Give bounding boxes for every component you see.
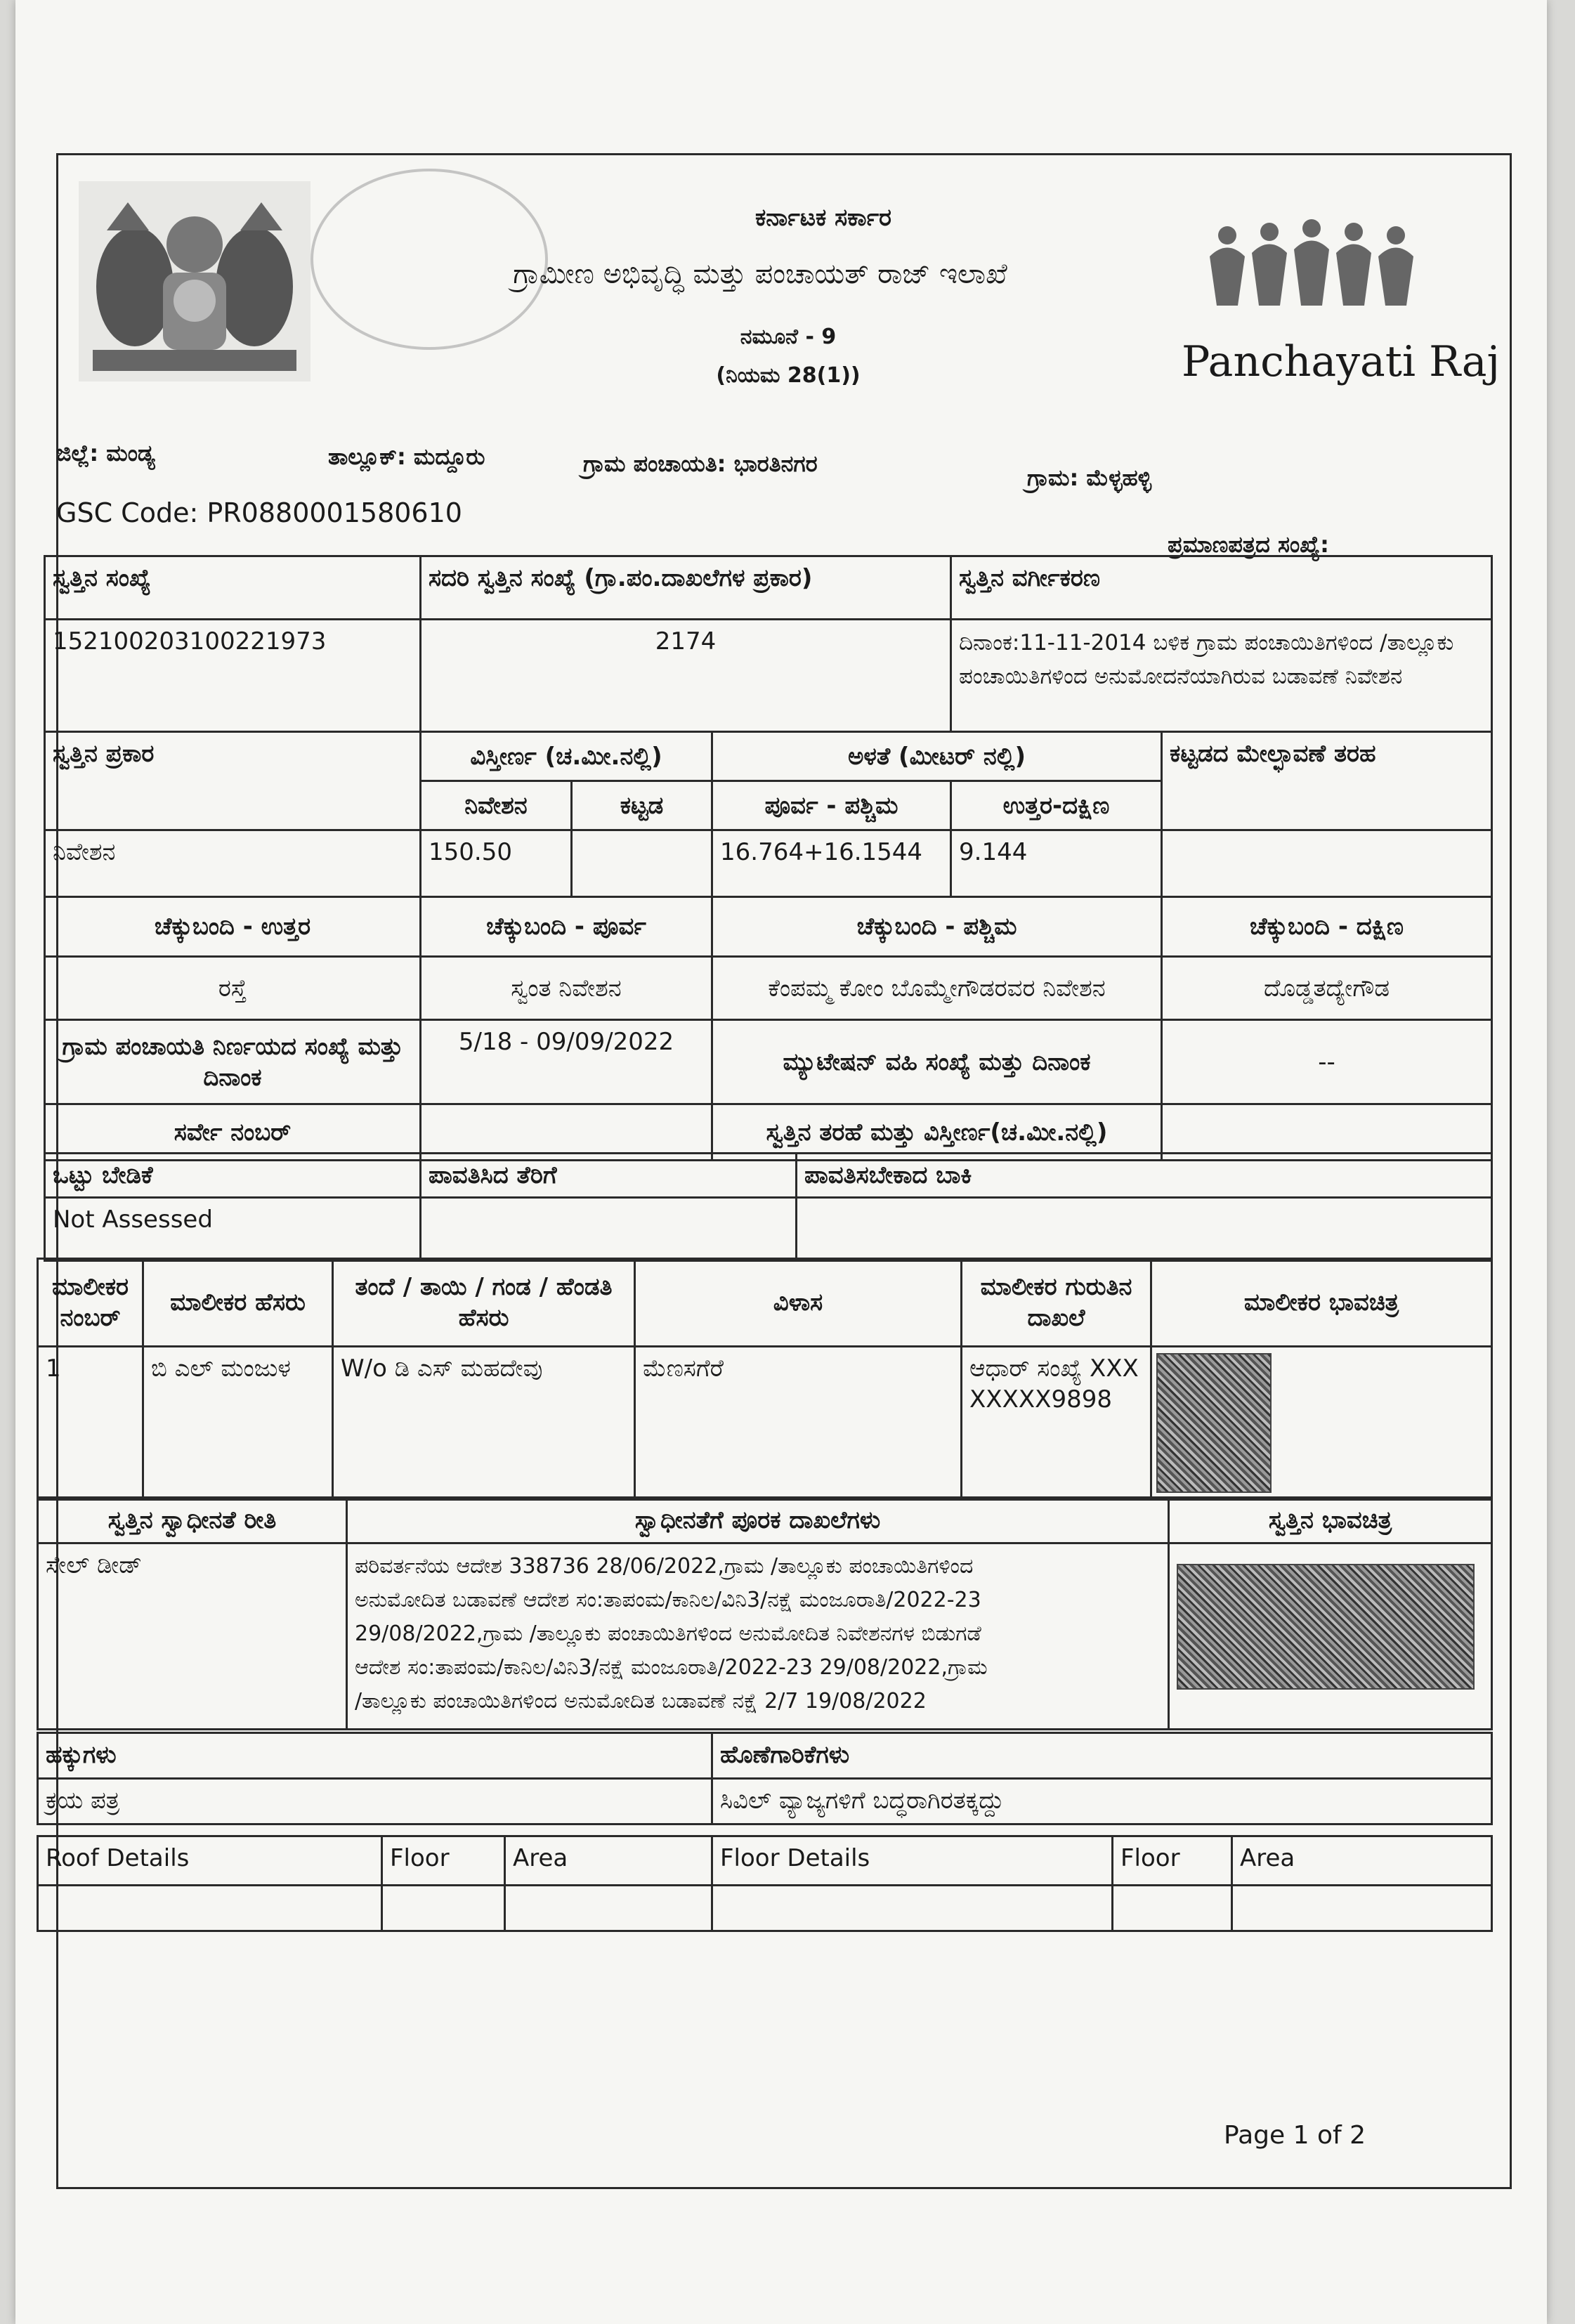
- roof-type-value: [1162, 830, 1492, 897]
- gsc-code: GSC Code: PR0880001580610: [56, 497, 462, 528]
- floor-area-value: [1232, 1886, 1492, 1931]
- boundary-north-value: ರಸ್ತೆ: [45, 957, 421, 1020]
- floor-floor-label: Floor: [1113, 1836, 1232, 1886]
- owners-table: [37, 1258, 1493, 1501]
- property-id-label: ಸ್ವತ್ತಿನ ಸಂಖ್ಯೆ: [45, 556, 421, 620]
- property-photo: [1177, 1564, 1475, 1690]
- karnataka-emblem-icon: [79, 181, 311, 381]
- floor-details-value: [712, 1886, 1113, 1931]
- rights-label: ಹಕ್ಕುಗಳು: [38, 1733, 712, 1779]
- acquisition-mode-label: ಸ್ವತ್ತಿನ ಸ್ವಾಧೀನತೆ ರೀತಿ: [38, 1498, 347, 1543]
- survey-number-label: ಸರ್ವೇ ನಂಬರ್: [45, 1104, 421, 1161]
- owner-id-header: ಮಾಲೀಕರ ಗುರುತಿನ ದಾಖಲೆ: [962, 1259, 1151, 1347]
- liabilities-label: ಹೊಣೆಗಾರಿಕೆಗಳು: [712, 1733, 1492, 1779]
- property-table: [44, 555, 1493, 1161]
- rights-value: ಕ್ರಯ ಪತ್ರ: [38, 1779, 712, 1824]
- property-class-value: ದಿನಾಂಕ:11-11-2014 ಬಳಿಕ ಗ್ರಾಮ ಪಂಚಾಯಿತಿಗಳಿಂದ /ತಾಲ್ಲೂಕು ಪಂಚಾಯಿತಿಗಳಿಂದ ಅನುಮೋದನೆಯಾಗಿರುವ ಬಡಾವಣೆ ನಿವೇಶನ: [951, 620, 1492, 732]
- panchayati-raj-logo-text: Panchayati Raj: [1182, 337, 1501, 386]
- owner-name-header: ಮಾಲೀಕರ ಹೆಸರು: [143, 1259, 333, 1347]
- owner-photo-cell: [1151, 1347, 1492, 1500]
- north-south-label: ಉತ್ತರ-ದಕ್ಷಿಣ: [951, 781, 1162, 830]
- roof-details-label: Roof Details: [38, 1836, 382, 1886]
- acquisition-doc-line: ಆದೇಶ ಸಂ:ತಾಪಂಮ/ಕಾನಿಲ/ವಿನಿ3/ನಕ್ಷೆ ಮಂಜೂರಾತಿ/2022-23 29/08/2022,ಗ್ರಾಮ: [355, 1655, 988, 1680]
- roof-floor-value: [382, 1886, 505, 1931]
- roof-area-label: Area: [505, 1836, 712, 1886]
- floor-details-label: Floor Details: [712, 1836, 1113, 1886]
- floor-floor-value: [1113, 1886, 1232, 1931]
- mutation-value: --: [1162, 1020, 1492, 1104]
- boundary-east-value: ಸ್ವಂತ ನಿವೇಶನ: [421, 957, 712, 1020]
- total-demand-label: ಒಟ್ಟು ಬೇಡಿಕೆ: [45, 1154, 421, 1198]
- acquisition-table: [37, 1496, 1493, 1730]
- building-area-label: ಕಟ್ಟಡ: [572, 781, 712, 830]
- roof-details-value: [38, 1886, 382, 1931]
- owner-number: 1: [38, 1347, 143, 1500]
- property-photo-label: ಸ್ವತ್ತಿನ ಭಾವಚಿತ್ರ: [1169, 1498, 1492, 1543]
- page-number: Page 1 of 2: [1224, 2121, 1366, 2150]
- property-photo-cell: [1169, 1543, 1492, 1730]
- property-type-label: ಸ್ವತ್ತಿನ ಪ್ರಕಾರ: [45, 732, 421, 830]
- rights-table: [37, 1732, 1493, 1825]
- village: ಗ್ರಾಮ: ಮೆಳ್ಳಹಳ್ಳಿ: [1027, 464, 1152, 491]
- tax-due-label: ಪಾವತಿಸಬೇಕಾದ ಬಾಕಿ: [797, 1154, 1492, 1198]
- district: ಜಿಲ್ಲೆ: ಮಂಡ್ಯ: [56, 440, 155, 466]
- tax-table: [44, 1152, 1493, 1262]
- department-title: ಗ್ರಾಮೀಣ ಅಭಿವೃದ್ಧಿ ಮತ್ತು ಪಂಚಾಯತ್ ರಾಜ್ ಇಲಾಖೆ: [513, 258, 1007, 290]
- property-class-label: ಸ್ವತ್ತಿನ ವರ್ಗೀಕರಣ: [951, 556, 1492, 620]
- property-old-no-value: 2174: [421, 620, 951, 732]
- acquisition-doc-line: /ತಾಲ್ಲೂಕು ಪಂಚಾಯಿತಿಗಳಿಂದ ಅನುಮೋದಿತ ಬಡಾವಣೆ ನಕ್ಷೆ 2/7 19/08/2022: [355, 1689, 927, 1713]
- property-id-value: 152100203100221973: [45, 620, 421, 732]
- acquisition-docs-label: ಸ್ವಾಧೀನತೆಗೆ ಪೂರಕ ದಾಖಲೆಗಳು: [347, 1498, 1169, 1543]
- roof-type-label: ಕಟ್ಟಡದ ಮೇಲ್ಛಾವಣೆ ತರಹ: [1162, 732, 1492, 830]
- owner-address: ಮೆಣಸಗೆರೆ: [635, 1347, 962, 1500]
- property-old-no-label: ಸದರಿ ಸ್ವತ್ತಿನ ಸಂಖ್ಯೆ (ಗ್ರಾ.ಪಂ.ದಾಖಲೆಗಳ ಪ್ರಕಾರ): [421, 556, 951, 620]
- dimensions-label: ಅಳತೆ (ಮೀಟರ್ ನಲ್ಲಿ): [712, 732, 1162, 781]
- gp-resolution-label: ಗ್ರಾಮ ಪಂಚಾಯತಿ ನಿರ್ಣಯದ ಸಂಖ್ಯೆ ಮತ್ತು ದಿನಾಂಕ: [45, 1020, 421, 1104]
- liabilities-value: ಸಿವಿಲ್ ವ್ಯಾಜ್ಯಗಳಿಗೆ ಬದ್ಧರಾಗಿರತಕ್ಕದ್ದು: [712, 1779, 1492, 1824]
- east-west-label: ಪೂರ್ವ - ಪಶ್ಚಿಮ: [712, 781, 951, 830]
- east-west-value: 16.764+16.1544: [712, 830, 951, 897]
- tax-due-value: [797, 1198, 1492, 1261]
- building-area-value: [572, 830, 712, 897]
- tax-paid-label: ಪಾವತಿಸಿದ ತೆರಿಗೆ: [421, 1154, 797, 1198]
- owner-number-header: ಮಾಲೀಕರ ನಂಬರ್: [38, 1259, 143, 1347]
- owner-relation: W/o ಡಿ ಎಸ್ ಮಹದೇವು: [333, 1347, 635, 1500]
- taluk: ತಾಲ್ಲೂಕ್: ಮದ್ದೂರು: [328, 443, 485, 470]
- boundary-west-label: ಚೆಕ್ಕುಬಂದಿ - ಪಶ್ಚಿಮ: [712, 897, 1162, 957]
- panchayati-raj-logo-icon: [1196, 214, 1427, 327]
- acquisition-doc-line: ಅನುಮೋದಿತ ಬಡಾವಣೆ ಆದೇಶ ಸಂ:ತಾಪಂಮ/ಕಾನಿಲ/ವಿನಿ3/ನಕ್ಷೆ ಮಂಜೂರಾತಿ/2022-23: [355, 1588, 981, 1612]
- total-demand-value: Not Assessed: [45, 1198, 421, 1261]
- boundary-south-label: ಚೆಕ್ಕುಬಂದಿ - ದಕ್ಷಿಣ: [1162, 897, 1492, 957]
- government-title: ಕರ್ನಾಟಕ ಸರ್ಕಾರ: [754, 204, 892, 232]
- owner-id-document: ಆಧಾರ್ ಸಂಖ್ಯೆ XXXXXXXX9898: [962, 1347, 1151, 1500]
- area-label: ವಿಸ್ತೀರ್ಣ (ಚ.ಮೀ.ನಲ್ಲಿ): [421, 732, 712, 781]
- tax-paid-value: [421, 1198, 797, 1261]
- owner-photo-header: ಮಾಲೀಕರ ಭಾವಚಿತ್ರ: [1151, 1259, 1492, 1347]
- boundary-east-label: ಚೆಕ್ಕುಬಂದಿ - ಪೂರ್ವ: [421, 897, 712, 957]
- property-type-value: ನಿವೇಶನ: [45, 830, 421, 897]
- boundary-south-value: ದೊಡ್ಡತದ್ಯೇಗೌಡ: [1162, 957, 1492, 1020]
- form-number: ನಮೂನೆ - 9: [740, 325, 837, 349]
- north-south-value: 9.144: [951, 830, 1162, 897]
- gram-panchayat: ಗ್ರಾಮ ಪಂಚಾಯತಿ: ಭಾರತಿನಗರ: [583, 450, 818, 477]
- owner-name: ಬಿ ಎಲ್ ಮಂಜುಳ: [143, 1347, 333, 1500]
- owner-address-header: ವಿಳಾಸ: [635, 1259, 962, 1347]
- acquisition-mode-value: ಸೇಲ್ ಡೀಡ್: [38, 1543, 347, 1730]
- site-area-value: 150.50: [421, 830, 572, 897]
- site-area-label: ನಿವೇಶನ: [421, 781, 572, 830]
- document-page: [15, 0, 1547, 2324]
- roof-floor-label: Floor: [382, 1836, 505, 1886]
- boundary-west-value: ಕೆಂಪಮ್ಮ ಕೋಂ ಬೊಮ್ಮೇಗೌಡರವರ ನಿವೇಶನ: [712, 957, 1162, 1020]
- acquisition-doc-line: 29/08/2022,ಗ್ರಾಮ /ತಾಲ್ಲೂಕು ಪಂಚಾಯಿತಿಗಳಿಂದ ಅನುಮೋದಿತ ನಿವೇಶನಗಳ ಬಿಡುಗಡೆ: [355, 1621, 981, 1646]
- acquisition-docs-value: [347, 1543, 1169, 1730]
- mutation-label: ಮ್ಯುಟೇಷನ್ ವಹಿ ಸಂಖ್ಯೆ ಮತ್ತು ದಿನಾಂಕ: [712, 1020, 1162, 1104]
- owner-photo: [1156, 1353, 1272, 1493]
- roof-area-value: [505, 1886, 712, 1931]
- gp-resolution-value: 5/18 - 09/09/2022: [421, 1020, 712, 1104]
- boundary-north-label: ಚೆಕ್ಕುಬಂದಿ - ಉತ್ತರ: [45, 897, 421, 957]
- property-nature-label: ಸ್ವತ್ತಿನ ತರಹೆ ಮತ್ತು ವಿಸ್ತೀರ್ಣ(ಚ.ಮೀ.ನಲ್ಲಿ): [712, 1104, 1162, 1161]
- owner-relation-header: ತಂದೆ / ತಾಯಿ / ಗಂಡ / ಹೆಂಡತಿ ಹೆಸರು: [333, 1259, 635, 1347]
- details-table: [37, 1835, 1493, 1932]
- acquisition-doc-line: ಪರಿವರ್ತನೆಯ ಆದೇಶ 338736 28/06/2022,ಗ್ರಾಮ /ತಾಲ್ಲೂಕು ಪಂಚಾಯಿತಿಗಳಿಂದ: [355, 1554, 974, 1579]
- floor-area-label: Area: [1232, 1836, 1492, 1886]
- certificate-number-label: ಪ್ರಮಾಣಪತ್ರದ ಸಂಖ್ಯೆ:: [1168, 531, 1329, 558]
- rule-reference: (ನಿಯಮ 28(1)): [716, 363, 861, 388]
